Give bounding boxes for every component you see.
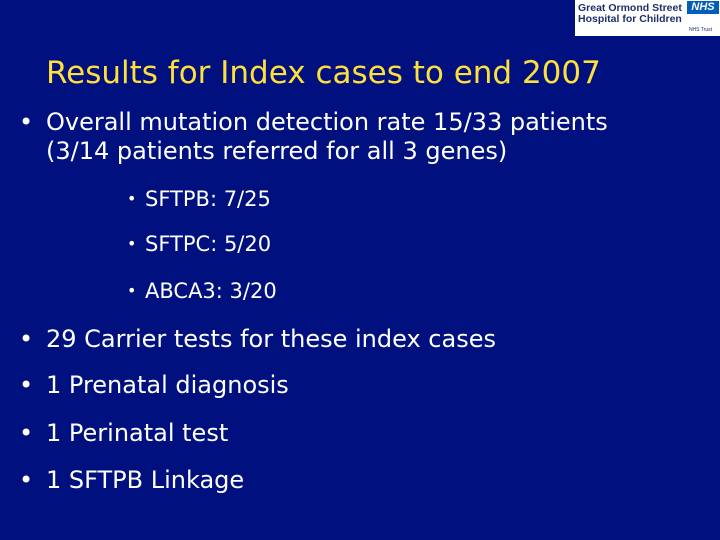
bullet-icon: • <box>19 419 34 447</box>
sub-bullet-sftpb <box>127 185 271 213</box>
sub-bullet-text: ABCA3: 3/20 <box>145 279 277 303</box>
bullet-text: 29 Carrier tests for these index cases <box>46 325 496 353</box>
bullet-carrier-tests <box>19 325 496 354</box>
logo-line-2: Hospital for Children <box>578 13 682 25</box>
bullet-text: Overall mutation detection rate 15/33 patients <box>46 108 608 136</box>
nhs-badge: NHS <box>687 1 719 14</box>
bullet-icon: • <box>19 371 34 399</box>
sub-bullet-sftpc <box>127 230 272 258</box>
bullet-icon: • <box>19 108 34 136</box>
bullet-text: 1 SFTPB Linkage <box>46 466 245 494</box>
bullet-text: (3/14 patients referred for all 3 genes) <box>46 137 508 165</box>
sub-bullet-text: SFTPB: 7/25 <box>145 187 271 211</box>
bullet-detection-rate <box>19 108 608 137</box>
hospital-logo <box>575 0 720 36</box>
bullet-icon: • <box>127 189 137 208</box>
bullet-icon: • <box>19 466 34 494</box>
bullet-icon: • <box>127 281 137 300</box>
bullet-icon: • <box>19 325 34 353</box>
nhs-trust-label: NHS Trust <box>688 27 712 33</box>
logo-line-1: Great Ormond Street <box>578 2 682 14</box>
bullet-icon: • <box>127 234 137 253</box>
bullet-detection-rate-cont <box>46 137 507 166</box>
bullet-text: 1 Prenatal diagnosis <box>46 371 289 399</box>
bullet-prenatal <box>19 371 289 400</box>
slide-title: Results for Index cases to end 2007 <box>46 55 601 91</box>
sub-bullet-text: SFTPC: 5/20 <box>145 232 272 256</box>
bullet-linkage <box>19 466 245 495</box>
bullet-perinatal <box>19 419 229 448</box>
bullet-text: 1 Perinatal test <box>46 419 229 447</box>
sub-bullet-abca3 <box>127 277 277 305</box>
